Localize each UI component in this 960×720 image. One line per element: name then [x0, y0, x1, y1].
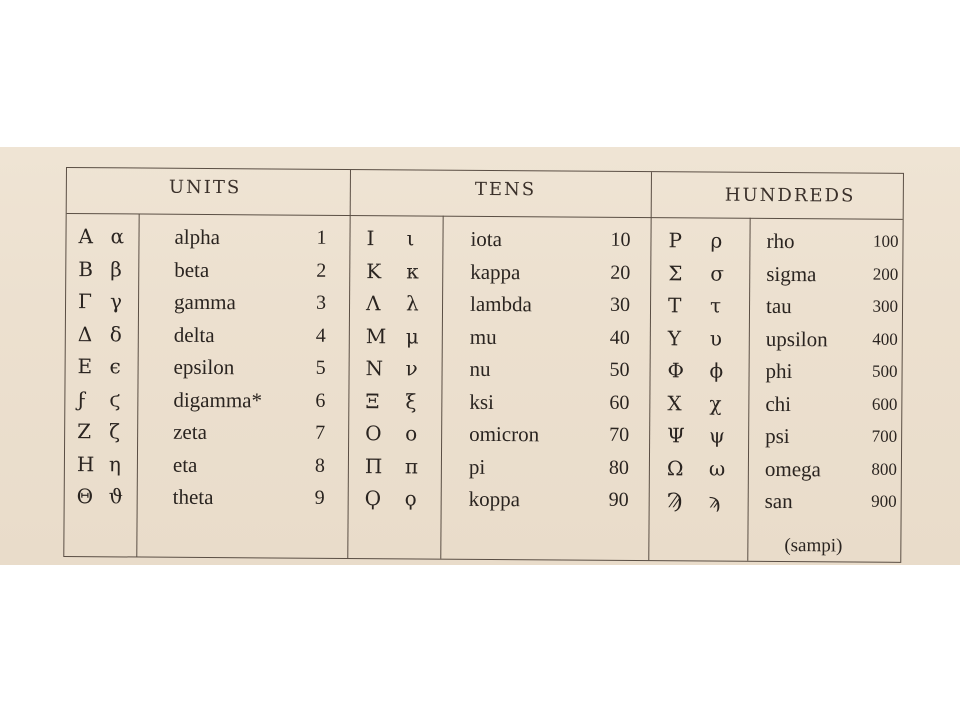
letter-name: digamma* [173, 387, 263, 412]
uppercase-letter: Ζ [77, 419, 92, 444]
uppercase-letter: Ξ [365, 388, 380, 413]
letter-name: eta [172, 452, 198, 477]
numeric-value: 3 [315, 291, 327, 314]
lowercase-letter: η [108, 451, 121, 476]
uppercase-letter: Ϡ [666, 488, 683, 513]
lowercase-letter: ζ [109, 419, 121, 444]
letter-name: chi [765, 391, 792, 416]
lowercase-letter: ψ [709, 423, 725, 448]
letter-name: lambda [469, 291, 532, 317]
hundreds-row [65, 350, 898, 388]
numeric-value: 800 [871, 459, 897, 479]
uppercase-letter: Ψ [667, 423, 685, 448]
hundreds-row [65, 480, 895, 518]
uppercase-letter: Ν [365, 356, 384, 381]
letter-name: gamma [173, 289, 236, 315]
letter-name: phi [765, 358, 793, 384]
lowercase-letter: μ [405, 323, 419, 348]
uppercase-letter: Φ [667, 358, 685, 383]
lowercase-letter: τ [709, 293, 722, 318]
letter-name: theta [172, 484, 214, 510]
uppercase-letter: ϝ [77, 386, 87, 411]
letter-name: rho [766, 228, 795, 254]
letter-name: omicron [469, 421, 540, 447]
numeric-value: 6 [315, 389, 326, 412]
lowercase-letter: ϑ [108, 484, 124, 509]
units-heading: UNITS [168, 176, 242, 199]
hundreds-row [65, 448, 895, 486]
lowercase-letter: σ [710, 261, 725, 286]
lowercase-letter: ϙ [404, 486, 417, 511]
hundreds-row [65, 415, 898, 453]
hundreds-row [66, 285, 899, 323]
sampi-note: (sampi) [784, 535, 843, 557]
numeric-value: 7 [315, 421, 326, 444]
uppercase-letter: Β [78, 256, 94, 281]
lowercase-letter: δ [109, 321, 122, 346]
uppercase-letter: Ε [77, 354, 93, 379]
numeric-value: 900 [871, 491, 897, 511]
numeric-value: 500 [872, 361, 898, 381]
numeric-value: 40 [609, 326, 630, 349]
letter-name: omega [764, 456, 821, 481]
lowercase-letter: ϕ [709, 358, 724, 383]
numeric-value: 100 [872, 231, 899, 251]
uppercase-letter: Δ [77, 321, 93, 346]
letter-name: zeta [173, 419, 208, 444]
lowercase-letter: ξ [405, 388, 417, 413]
numeric-value: 10 [610, 228, 631, 251]
lowercase-letter: ι [406, 226, 415, 251]
letter-name: alpha [174, 224, 221, 250]
uppercase-letter: Ο [365, 421, 382, 446]
letter-name: iota [470, 226, 503, 252]
greek-numerals-table [63, 167, 904, 563]
lowercase-letter: χ [709, 390, 722, 416]
uppercase-letter: Θ [76, 484, 94, 509]
uppercase-letter: Υ [667, 325, 682, 350]
uppercase-letter: Τ [667, 293, 682, 318]
uppercase-letter: Ι [366, 226, 375, 251]
lowercase-letter: ϛ [109, 386, 121, 411]
numeric-value: 70 [609, 423, 630, 446]
lowercase-letter: λ [405, 291, 419, 316]
numeric-value: 80 [608, 456, 629, 479]
numeric-value: 90 [608, 488, 629, 511]
hundreds-row [65, 383, 898, 421]
lowercase-letter: ν [405, 356, 418, 381]
hundreds-row [66, 253, 899, 291]
lowercase-letter: π [404, 453, 419, 478]
letter-name: ksi [469, 389, 494, 414]
lowercase-letter: κ [406, 258, 419, 283]
numeric-value: 30 [609, 293, 631, 316]
hundreds-heading: HUNDREDS [724, 184, 856, 207]
uppercase-letter: Μ [365, 323, 387, 348]
lowercase-letter: β [110, 256, 122, 281]
letter-name: epsilon [173, 354, 235, 380]
uppercase-letter: Λ [365, 291, 381, 316]
numeric-value: 1 [316, 226, 327, 249]
numeric-value: 50 [609, 358, 630, 381]
numeric-value: 20 [610, 261, 631, 284]
numeric-value: 700 [871, 426, 898, 446]
letter-name: beta [174, 257, 210, 282]
letter-name: tau [765, 293, 792, 319]
numeric-value: 400 [872, 329, 898, 349]
numeric-value: 300 [872, 296, 899, 316]
letter-name: mu [469, 324, 497, 349]
uppercase-letter: Κ [366, 258, 382, 283]
letter-name: sigma [766, 261, 817, 286]
numeric-value: 5 [315, 356, 326, 379]
numeric-value: 60 [609, 391, 630, 414]
numeric-value: 2 [316, 259, 327, 282]
letter-name: pi [468, 454, 486, 479]
hundreds-row [66, 220, 899, 258]
lowercase-letter: ο [405, 421, 418, 446]
uppercase-letter: Ω [666, 455, 684, 480]
letter-name: upsilon [765, 326, 828, 351]
letter-name: psi [765, 423, 790, 449]
lowercase-letter: α [110, 224, 125, 249]
numeric-value: 4 [315, 324, 326, 347]
lowercase-letter: ρ [710, 228, 723, 253]
numeric-value: 200 [872, 264, 899, 284]
uppercase-letter: Α [78, 224, 94, 249]
uppercase-letter: Γ [77, 289, 93, 314]
tens-heading: TENS [474, 178, 537, 201]
letter-name: delta [173, 322, 215, 347]
uppercase-letter: Σ [668, 260, 683, 285]
book-page-photo [0, 147, 960, 565]
numeric-value: 600 [871, 394, 898, 414]
lowercase-letter: ω [708, 455, 726, 481]
header-divider [67, 213, 903, 220]
lowercase-letter: γ [109, 289, 123, 314]
uppercase-letter: Η [76, 451, 95, 476]
letter-name: san [764, 488, 793, 514]
lowercase-letter: ϡ [708, 488, 721, 513]
uppercase-letter: Ϙ [364, 486, 382, 511]
uppercase-letter: Ρ [668, 228, 683, 253]
hundreds-row [66, 318, 896, 356]
letter-name: nu [469, 356, 491, 381]
letter-name: koppa [468, 486, 521, 512]
numeric-value: 9 [314, 486, 325, 509]
letter-name: kappa [470, 259, 521, 284]
uppercase-letter: Χ [667, 390, 682, 415]
lowercase-letter: υ [709, 325, 723, 351]
uppercase-letter: Π [364, 453, 383, 478]
numeric-value: 8 [314, 454, 326, 477]
lowercase-letter: ϵ [109, 354, 121, 379]
